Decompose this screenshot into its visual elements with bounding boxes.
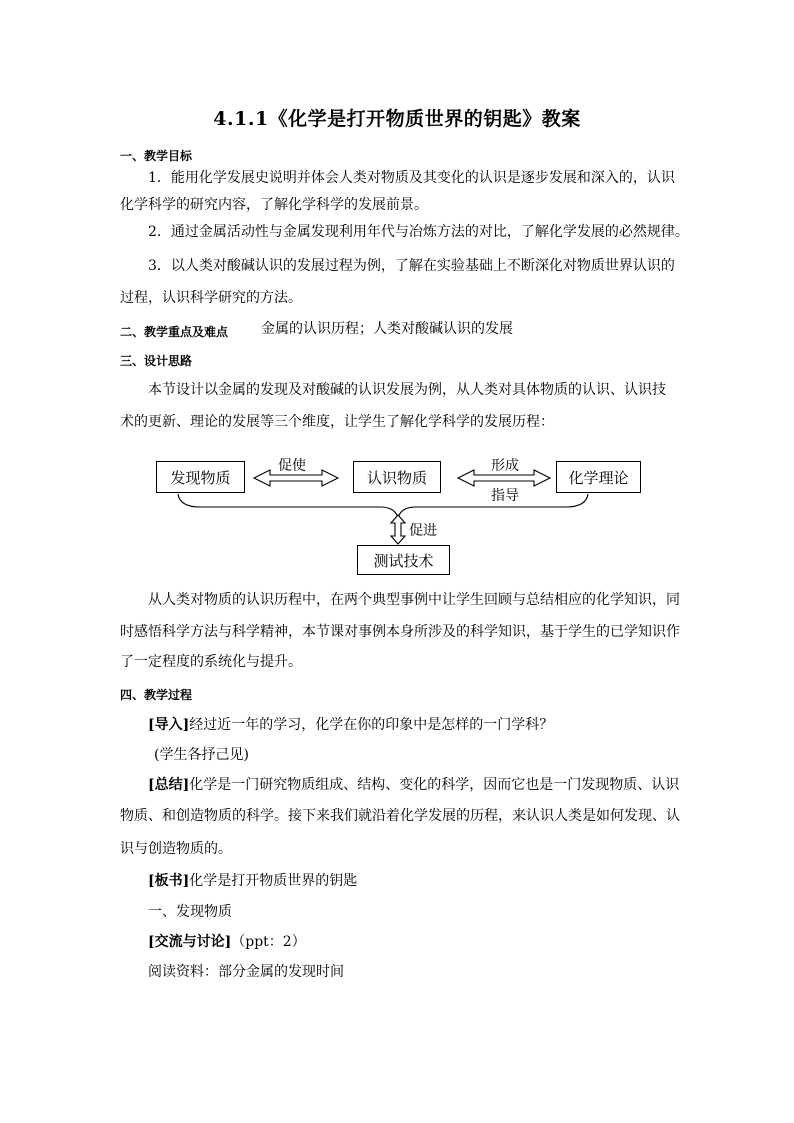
board-tag: [板书]	[148, 873, 190, 889]
intro-line	[148, 717, 553, 733]
goal-item-1-line-2: 化学科学的研究内容，了解化学科学的发展前景。	[120, 197, 428, 213]
goal-item-1-line-1: 1．能用化学发展史说明并体会人类对物质及其变化的认识是逐步发展和深入的，认识	[148, 170, 675, 186]
section-heading-key-points: 二、教学重点及难点	[120, 325, 229, 339]
key-points-text: 金属的认识历程；人类对酸碱认识的发展	[261, 321, 513, 337]
discuss-line	[148, 934, 306, 950]
section-heading-design: 三、设计思路	[120, 354, 193, 368]
discuss-text: （ppt：2）	[231, 934, 306, 950]
student-response: (学生各抒己见)	[154, 747, 249, 763]
section-heading-process: 四、教学过程	[120, 688, 193, 702]
box-chemistry-theory: 化学理论	[556, 461, 641, 493]
summary-tag: [总结]	[148, 777, 190, 793]
design-para-1-line-1: 本节设计以金属的发现及对酸碱的认识发展为例，从人类对具体物质的认识、认识技	[148, 382, 666, 398]
summary-text-1: 化学是一门研究物质组成、结构、变化的科学，因而它也是一门发现物质、认识	[189, 777, 680, 793]
goal-item-3-line-2: 过程，认识科学研究的方法。	[120, 290, 302, 306]
goal-item-3-line-1: 3．以人类对酸碱认识的发展过程为例，了解在实验基础上不断深化对物质世界认识的	[148, 258, 675, 274]
summary-line-1	[148, 777, 679, 793]
label-advance: 促进	[409, 523, 437, 539]
box-testing-technology: 测试技术	[357, 545, 450, 575]
double-arrow-advance	[391, 515, 405, 544]
brace-bracket	[178, 494, 588, 519]
design-para-1-line-2: 术的更新、理论的发展等三个维度，让学生了解化学科学的发展历程：	[120, 414, 554, 430]
page-title: 4.1.1《化学是打开物质世界的钥匙》教案	[213, 108, 581, 130]
design-para-2-line-3: 了一定程度的系统化与提升。	[120, 654, 302, 670]
discuss-tag: [交流与讨论]	[148, 934, 232, 950]
board-text: 化学是打开物质世界的钥匙	[189, 873, 358, 889]
goal-item-2: 2．通过金属活动性与金属发现利用年代与冶炼方法的对比，了解化学发展的必然规律。	[148, 224, 689, 240]
section-heading-goals: 一、教学目标	[120, 149, 193, 163]
label-form: 形成	[491, 458, 519, 474]
reading-material: 阅读资料：部分金属的发现时间	[148, 964, 344, 980]
intro-tag: [导入]	[148, 717, 190, 733]
design-para-2-line-2: 时感悟科学方法与科学精神，本节课对事例本身所涉及的科学知识，基于学生的已学知识作	[120, 624, 680, 640]
subheading-discover: 一、发现物质	[148, 904, 232, 920]
intro-text: 经过近一年的学习，化学在你的印象中是怎样的一门学科？	[189, 717, 554, 733]
summary-line-3: 识与创造物质的。	[120, 841, 232, 857]
board-line	[148, 873, 357, 889]
label-promote: 促使	[278, 458, 306, 474]
summary-line-2: 物质、和创造物质的科学。接下来我们就沿着化学发展的历程，来认识人类是如何发现、认	[120, 808, 680, 824]
design-para-2-line-1: 从人类对物质的认识历程中，在两个典型事例中让学生回顾与总结相应的化学知识，同	[148, 592, 680, 608]
label-guide: 指导	[491, 488, 519, 504]
box-discover-matter: 发现物质	[156, 461, 245, 493]
box-recognize-matter: 认识物质	[353, 461, 441, 493]
